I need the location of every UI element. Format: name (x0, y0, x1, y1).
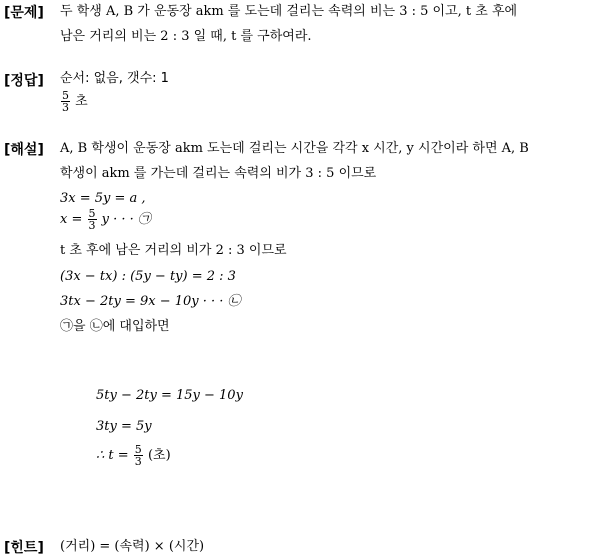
answer-label: [정답] (4, 73, 44, 89)
hint-label: [힌트] (4, 540, 44, 556)
equation-1: 3x = 5y = a , (60, 191, 146, 206)
answer-value (60, 90, 88, 113)
equation-5: 5ty − 2ty = 15y − 10y (96, 388, 243, 403)
problem-line-2: 남은 거리의 비는 2 : 3 일 때, t 를 구하여라. (60, 29, 312, 44)
equation-2-fraction (88, 208, 97, 231)
equation-2-rhs: y · · · ㉠ (101, 212, 151, 227)
equation-3: (3x − tx) : (5y − ty) = 2 : 3 (60, 269, 236, 284)
answer-fraction (61, 90, 70, 113)
equation-7-rhs: (초) (147, 448, 171, 463)
equation-7-numerator: 5 (134, 443, 142, 456)
solution-line-3: t 초 후에 남은 거리의 비가 2 : 3 이므로 (60, 243, 287, 258)
answer-unit: 초 (75, 94, 88, 109)
equation-2-numerator: 5 (88, 207, 96, 220)
solution-label: [해설] (4, 142, 44, 158)
equation-4: 3tx − 2ty = 9x − 10y · · · ㉡ (60, 294, 241, 309)
equation-2-denominator: 3 (88, 219, 96, 232)
problem-label: [문제] (4, 5, 44, 21)
answer-numerator: 5 (62, 89, 69, 102)
solution-line-1: A, B 학생이 운동장 akm 도는데 걸리는 시간을 각각 x 시간, y 시간이라 하면 A, B (60, 141, 529, 156)
equation-2-lhs: x = (60, 212, 83, 227)
equation-7-lhs: ∴ t = (96, 448, 129, 463)
answer-denominator: 3 (62, 101, 69, 114)
answer-meta: 순서: 없음, 갯수: 1 (60, 71, 169, 86)
equation-7-denominator: 3 (134, 455, 142, 468)
solution-line-2: 학생이 akm 를 가는데 걸리는 속력의 비가 3 : 5 이므로 (60, 166, 377, 181)
equation-7-fraction (134, 444, 143, 467)
equation-7 (96, 444, 171, 467)
equation-6: 3ty = 5y (96, 419, 152, 434)
problem-line-1: 두 학생 A, B 가 운동장 akm 를 도는데 걸리는 속력의 비는 3 : 5 이고, t 초 후에 (60, 4, 518, 19)
equation-2 (60, 208, 151, 231)
solution-line-4: ㉠을 ㉡에 대입하면 (60, 319, 170, 334)
hint-text: (거리) = (속력) × (시간) (60, 539, 205, 554)
